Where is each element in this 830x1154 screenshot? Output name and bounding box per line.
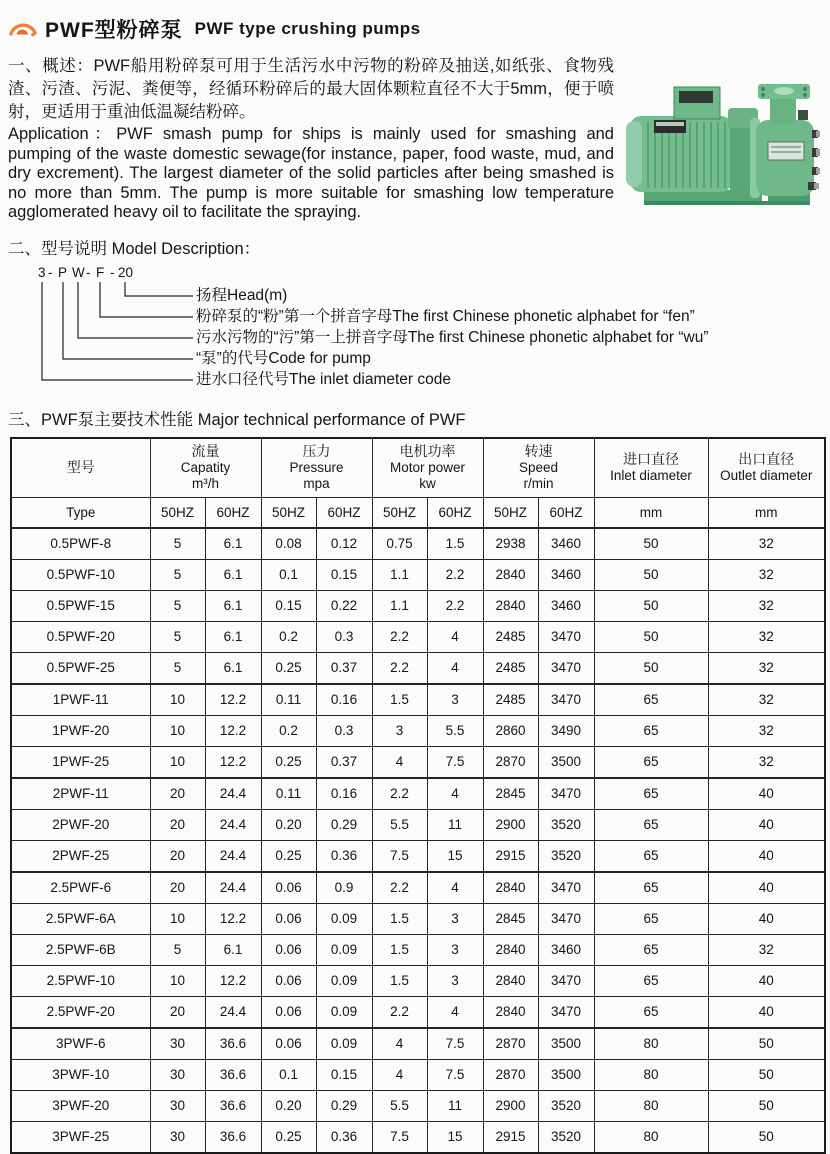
value-cell: 1.1 xyxy=(372,559,427,590)
table-row xyxy=(11,809,825,840)
value-cell: 2840 xyxy=(483,559,538,590)
model-code-letter-f: F xyxy=(96,264,105,280)
value-cell: 4 xyxy=(427,621,483,652)
value-cell: 5.5 xyxy=(372,809,427,840)
value-cell: 32 xyxy=(708,746,825,778)
table-row xyxy=(11,715,825,746)
value-cell: 11 xyxy=(427,1090,483,1121)
value-cell: 3520 xyxy=(538,1090,594,1121)
value-cell: 3520 xyxy=(538,1121,594,1153)
overview-section xyxy=(8,55,820,223)
value-cell: 65 xyxy=(594,965,708,996)
value-cell: 3 xyxy=(427,684,483,716)
table-row xyxy=(11,559,825,590)
value-cell: 0.29 xyxy=(316,1090,372,1121)
model-label-inlet-code: 进水口径代号The inlet diameter code xyxy=(196,370,451,388)
value-cell: 0.06 xyxy=(261,903,316,934)
value-cell: 5 xyxy=(150,590,205,621)
value-cell: 65 xyxy=(594,809,708,840)
title-english: PWF type crushing pumps xyxy=(194,19,421,38)
pump-model-cell: 2.5PWF-10 xyxy=(11,965,150,996)
value-cell: 2915 xyxy=(483,840,538,872)
value-cell: 4 xyxy=(427,872,483,904)
value-cell: 15 xyxy=(427,840,483,872)
value-cell: 30 xyxy=(150,1028,205,1060)
table-header-row-groups xyxy=(11,438,825,498)
value-cell: 50 xyxy=(594,559,708,590)
pump-model-cell: 0.5PWF-25 xyxy=(11,652,150,684)
pump-model-cell: 2.5PWF-6B xyxy=(11,934,150,965)
value-cell: 0.09 xyxy=(316,934,372,965)
value-cell: 30 xyxy=(150,1121,205,1153)
value-cell: 0.09 xyxy=(316,965,372,996)
value-cell: 50 xyxy=(708,1028,825,1060)
value-cell: 4 xyxy=(372,1028,427,1060)
value-cell: 0.25 xyxy=(261,840,316,872)
value-cell: 0.37 xyxy=(316,746,372,778)
table-row xyxy=(11,746,825,778)
col-power-50hz: 50HZ xyxy=(372,497,427,528)
value-cell: 10 xyxy=(150,903,205,934)
value-cell: 24.4 xyxy=(205,809,261,840)
value-cell: 24.4 xyxy=(205,840,261,872)
value-cell: 2.2 xyxy=(372,621,427,652)
diagram-connector-lines xyxy=(10,265,200,391)
value-cell: 3490 xyxy=(538,715,594,746)
title-chinese: PWF型粉碎泵 xyxy=(45,19,183,42)
model-code-letter-w: W xyxy=(72,264,85,280)
value-cell: 3520 xyxy=(538,809,594,840)
col-pressure: 压力 Pressure mpa xyxy=(261,438,372,498)
value-cell: 24.4 xyxy=(205,996,261,1028)
value-cell: 0.06 xyxy=(261,965,316,996)
value-cell: 7.5 xyxy=(427,1059,483,1090)
table-row xyxy=(11,934,825,965)
value-cell: 3 xyxy=(427,903,483,934)
value-cell: 12.2 xyxy=(205,684,261,716)
value-cell: 2845 xyxy=(483,778,538,810)
col-motor-power: 电机功率 Motor power kw xyxy=(372,438,483,498)
value-cell: 30 xyxy=(150,1090,205,1121)
value-cell: 20 xyxy=(150,778,205,810)
model-code-head-number: 20 xyxy=(118,264,134,280)
value-cell: 36.6 xyxy=(205,1121,261,1153)
value-cell: 0.15 xyxy=(261,590,316,621)
value-cell: 65 xyxy=(594,746,708,778)
value-cell: 50 xyxy=(594,652,708,684)
value-cell: 3 xyxy=(427,934,483,965)
value-cell: 65 xyxy=(594,903,708,934)
table-row xyxy=(11,621,825,652)
value-cell: 0.11 xyxy=(261,684,316,716)
value-cell: 20 xyxy=(150,809,205,840)
pump-model-cell: 2.5PWF-20 xyxy=(11,996,150,1028)
value-cell: 0.16 xyxy=(316,684,372,716)
value-cell: 2485 xyxy=(483,652,538,684)
value-cell: 0.11 xyxy=(261,778,316,810)
col-speed: 转速 Speed r/min xyxy=(483,438,594,498)
value-cell: 3470 xyxy=(538,996,594,1028)
value-cell: 40 xyxy=(708,965,825,996)
value-cell: 0.2 xyxy=(261,621,316,652)
value-cell: 20 xyxy=(150,996,205,1028)
value-cell: 50 xyxy=(594,528,708,560)
value-cell: 2.2 xyxy=(372,872,427,904)
table-row xyxy=(11,996,825,1028)
model-code-hyphen: - xyxy=(86,264,91,280)
value-cell: 4 xyxy=(427,652,483,684)
col-capacity-60hz: 60HZ xyxy=(205,497,261,528)
value-cell: 2938 xyxy=(483,528,538,560)
value-cell: 30 xyxy=(150,1059,205,1090)
table-row xyxy=(11,778,825,810)
value-cell: 36.6 xyxy=(205,1090,261,1121)
value-cell: 3500 xyxy=(538,1028,594,1060)
value-cell: 0.1 xyxy=(261,1059,316,1090)
table-row xyxy=(11,652,825,684)
value-cell: 2.2 xyxy=(427,559,483,590)
value-cell: 10 xyxy=(150,965,205,996)
value-cell: 7.5 xyxy=(372,1121,427,1153)
pump-model-cell: 3PWF-10 xyxy=(11,1059,150,1090)
table-row xyxy=(11,903,825,934)
value-cell: 32 xyxy=(708,528,825,560)
value-cell: 0.37 xyxy=(316,652,372,684)
value-cell: 32 xyxy=(708,715,825,746)
pump-photo xyxy=(624,78,820,208)
col-pressure-50hz: 50HZ xyxy=(261,497,316,528)
value-cell: 10 xyxy=(150,684,205,716)
overview-text-english: Application：PWF smash pump for ships is mainly used for smashing and pumping of the waste domestic sewage(for instance, paper, food waste, mud, and dry excrement). The largest diameter of the solid particles after being smashed is no more than 5mm. The pump is more suitable for smashing low temperature agglomerated heavy oil to facilitate the spraying. xyxy=(8,125,614,221)
table-row xyxy=(11,684,825,716)
pump-model-cell: 2PWF-25 xyxy=(11,840,150,872)
value-cell: 0.20 xyxy=(261,1090,316,1121)
value-cell: 5.5 xyxy=(372,1090,427,1121)
model-code-letter-p: P xyxy=(58,264,68,280)
value-cell: 2485 xyxy=(483,684,538,716)
value-cell: 0.15 xyxy=(316,559,372,590)
pump-model-cell: 1PWF-25 xyxy=(11,746,150,778)
value-cell: 1.5 xyxy=(372,934,427,965)
performance-heading: 三、PWF泵主要技术性能 Major technical performance of PWF xyxy=(8,410,466,429)
value-cell: 32 xyxy=(708,652,825,684)
value-cell: 3470 xyxy=(538,652,594,684)
value-cell: 0.22 xyxy=(316,590,372,621)
value-cell: 0.16 xyxy=(316,778,372,810)
value-cell: 2860 xyxy=(483,715,538,746)
value-cell: 2840 xyxy=(483,996,538,1028)
value-cell: 3460 xyxy=(538,559,594,590)
table-row xyxy=(11,1090,825,1121)
value-cell: 0.09 xyxy=(316,903,372,934)
value-cell: 24.4 xyxy=(205,778,261,810)
model-code-diagram xyxy=(10,265,820,393)
col-outlet-diameter: 出口直径 Outlet diameter xyxy=(708,438,825,498)
value-cell: 50 xyxy=(594,590,708,621)
value-cell: 2840 xyxy=(483,872,538,904)
value-cell: 32 xyxy=(708,559,825,590)
value-cell: 2900 xyxy=(483,1090,538,1121)
value-cell: 50 xyxy=(708,1121,825,1153)
value-cell: 40 xyxy=(708,840,825,872)
value-cell: 3460 xyxy=(538,590,594,621)
value-cell: 65 xyxy=(594,715,708,746)
col-type: Type xyxy=(11,497,150,528)
value-cell: 0.25 xyxy=(261,1121,316,1153)
value-cell: 5 xyxy=(150,621,205,652)
pump-model-cell: 2.5PWF-6A xyxy=(11,903,150,934)
value-cell: 7.5 xyxy=(372,840,427,872)
value-cell: 12.2 xyxy=(205,715,261,746)
value-cell: 2.2 xyxy=(372,652,427,684)
value-cell: 0.36 xyxy=(316,840,372,872)
value-cell: 65 xyxy=(594,934,708,965)
value-cell: 65 xyxy=(594,684,708,716)
value-cell: 5 xyxy=(150,559,205,590)
pump-model-cell: 3PWF-20 xyxy=(11,1090,150,1121)
value-cell: 3470 xyxy=(538,965,594,996)
value-cell: 6.1 xyxy=(205,934,261,965)
model-label-pump-code: “泵”的代号Code for pump xyxy=(196,349,371,367)
value-cell: 12.2 xyxy=(205,965,261,996)
pump-model-cell: 2PWF-11 xyxy=(11,778,150,810)
table-row xyxy=(11,1121,825,1153)
pump-model-cell: 3PWF-6 xyxy=(11,1028,150,1060)
value-cell: 0.75 xyxy=(372,528,427,560)
value-cell: 2.2 xyxy=(372,996,427,1028)
value-cell: 4 xyxy=(427,996,483,1028)
value-cell: 32 xyxy=(708,934,825,965)
value-cell: 0.9 xyxy=(316,872,372,904)
value-cell: 3470 xyxy=(538,621,594,652)
value-cell: 36.6 xyxy=(205,1059,261,1090)
value-cell: 0.1 xyxy=(261,559,316,590)
value-cell: 1.5 xyxy=(427,528,483,560)
model-code-hyphen: - xyxy=(110,264,115,280)
value-cell: 2840 xyxy=(483,965,538,996)
value-cell: 7.5 xyxy=(427,1028,483,1060)
value-cell: 3460 xyxy=(538,528,594,560)
value-cell: 65 xyxy=(594,996,708,1028)
value-cell: 3470 xyxy=(538,903,594,934)
pump-model-cell: 0.5PWF-10 xyxy=(11,559,150,590)
value-cell: 0.2 xyxy=(261,715,316,746)
value-cell: 2840 xyxy=(483,934,538,965)
pump-model-cell: 2.5PWF-6 xyxy=(11,872,150,904)
value-cell: 50 xyxy=(708,1059,825,1090)
value-cell: 36.6 xyxy=(205,1028,261,1060)
table-row xyxy=(11,872,825,904)
value-cell: 5 xyxy=(150,652,205,684)
value-cell: 80 xyxy=(594,1028,708,1060)
value-cell: 24.4 xyxy=(205,872,261,904)
value-cell: 0.09 xyxy=(316,1028,372,1060)
value-cell: 0.3 xyxy=(316,621,372,652)
pump-model-cell: 1PWF-20 xyxy=(11,715,150,746)
value-cell: 11 xyxy=(427,809,483,840)
value-cell: 2.2 xyxy=(427,590,483,621)
value-cell: 10 xyxy=(150,715,205,746)
pump-model-cell: 2PWF-20 xyxy=(11,809,150,840)
value-cell: 3460 xyxy=(538,934,594,965)
value-cell: 2870 xyxy=(483,746,538,778)
value-cell: 20 xyxy=(150,840,205,872)
value-cell: 80 xyxy=(594,1090,708,1121)
value-cell: 2485 xyxy=(483,621,538,652)
value-cell: 12.2 xyxy=(205,746,261,778)
value-cell: 0.36 xyxy=(316,1121,372,1153)
value-cell: 40 xyxy=(708,903,825,934)
col-capacity: 流量 Capatity m³/h xyxy=(150,438,261,498)
col-model: 型号 xyxy=(11,438,150,498)
value-cell: 15 xyxy=(427,1121,483,1153)
value-cell: 1.5 xyxy=(372,965,427,996)
value-cell: 40 xyxy=(708,872,825,904)
model-label-fen: 粉碎泵的“粉”第一个拼音字母The first Chinese phonetic alphabet for “fen” xyxy=(196,307,695,325)
col-power-60hz: 60HZ xyxy=(427,497,483,528)
value-cell: 0.06 xyxy=(261,872,316,904)
value-cell: 6.1 xyxy=(205,590,261,621)
value-cell: 0.25 xyxy=(261,652,316,684)
value-cell: 5.5 xyxy=(427,715,483,746)
col-capacity-50hz: 50HZ xyxy=(150,497,205,528)
value-cell: 3 xyxy=(372,715,427,746)
value-cell: 0.29 xyxy=(316,809,372,840)
value-cell: 40 xyxy=(708,809,825,840)
pump-model-cell: 0.5PWF-8 xyxy=(11,528,150,560)
value-cell: 7.5 xyxy=(427,746,483,778)
table-header-row-units xyxy=(11,497,825,528)
value-cell: 65 xyxy=(594,872,708,904)
value-cell: 2900 xyxy=(483,809,538,840)
overview-text-chinese: 一、概述：PWF船用粉碎泵可用于生活污水中污物的粉碎及抽送,如纸张、食物残渣、污渣、污泥、粪便等，经循环粉碎后的最大固体颗粒直径不大于5mm，便于喷射，更适用于重油低温凝结粉碎。 xyxy=(8,57,614,121)
value-cell: 0.06 xyxy=(261,1028,316,1060)
value-cell: 3470 xyxy=(538,684,594,716)
value-cell: 6.1 xyxy=(205,621,261,652)
value-cell: 20 xyxy=(150,872,205,904)
table-row xyxy=(11,965,825,996)
value-cell: 4 xyxy=(427,778,483,810)
table-row xyxy=(11,1059,825,1090)
value-cell: 0.3 xyxy=(316,715,372,746)
pump-model-cell: 0.5PWF-15 xyxy=(11,590,150,621)
table-row xyxy=(11,1028,825,1060)
value-cell: 12.2 xyxy=(205,903,261,934)
value-cell: 65 xyxy=(594,840,708,872)
value-cell: 6.1 xyxy=(205,528,261,560)
page-title xyxy=(8,14,820,44)
value-cell: 2870 xyxy=(483,1059,538,1090)
value-cell: 3520 xyxy=(538,840,594,872)
value-cell: 2915 xyxy=(483,1121,538,1153)
value-cell: 6.1 xyxy=(205,652,261,684)
performance-table-body xyxy=(11,528,825,1153)
pump-model-cell: 1PWF-11 xyxy=(11,684,150,716)
value-cell: 50 xyxy=(708,1090,825,1121)
model-label-wu: 污水污物的“污”第一上拼音字母The first Chinese phonetic alphabet for “wu” xyxy=(196,328,709,346)
performance-table xyxy=(10,437,826,1154)
value-cell: 0.25 xyxy=(261,746,316,778)
value-cell: 0.08 xyxy=(261,528,316,560)
table-row xyxy=(11,590,825,621)
value-cell: 65 xyxy=(594,778,708,810)
value-cell: 3470 xyxy=(538,778,594,810)
value-cell: 4 xyxy=(372,746,427,778)
brand-arc-icon xyxy=(8,18,38,40)
table-row xyxy=(11,840,825,872)
value-cell: 3500 xyxy=(538,1059,594,1090)
value-cell: 3470 xyxy=(538,872,594,904)
value-cell: 1.5 xyxy=(372,903,427,934)
value-cell: 0.09 xyxy=(316,996,372,1028)
value-cell: 2840 xyxy=(483,590,538,621)
col-inlet-mm: mm xyxy=(594,497,708,528)
model-code-inlet-digit: 3 xyxy=(38,264,46,280)
model-description-heading: 二、型号说明 Model Description： xyxy=(8,239,261,258)
col-speed-50hz: 50HZ xyxy=(483,497,538,528)
value-cell: 1.1 xyxy=(372,590,427,621)
value-cell: 10 xyxy=(150,746,205,778)
value-cell: 0.15 xyxy=(316,1059,372,1090)
value-cell: 32 xyxy=(708,590,825,621)
value-cell: 0.20 xyxy=(261,809,316,840)
pump-model-cell: 0.5PWF-20 xyxy=(11,621,150,652)
value-cell: 80 xyxy=(594,1121,708,1153)
model-code-hyphen: - xyxy=(48,264,53,280)
value-cell: 80 xyxy=(594,1059,708,1090)
value-cell: 50 xyxy=(594,621,708,652)
model-label-head: 扬程Head(m) xyxy=(196,286,288,304)
value-cell: 5 xyxy=(150,934,205,965)
value-cell: 0.12 xyxy=(316,528,372,560)
value-cell: 3 xyxy=(427,965,483,996)
value-cell: 2870 xyxy=(483,1028,538,1060)
value-cell: 32 xyxy=(708,684,825,716)
table-row xyxy=(11,528,825,560)
value-cell: 3500 xyxy=(538,746,594,778)
value-cell: 32 xyxy=(708,621,825,652)
value-cell: 4 xyxy=(372,1059,427,1090)
col-pressure-60hz: 60HZ xyxy=(316,497,372,528)
value-cell: 2845 xyxy=(483,903,538,934)
value-cell: 0.06 xyxy=(261,996,316,1028)
value-cell: 5 xyxy=(150,528,205,560)
value-cell: 0.06 xyxy=(261,934,316,965)
value-cell: 6.1 xyxy=(205,559,261,590)
col-outlet-mm: mm xyxy=(708,497,825,528)
value-cell: 1.5 xyxy=(372,684,427,716)
col-speed-60hz: 60HZ xyxy=(538,497,594,528)
col-inlet-diameter: 进口直径 Inlet diameter xyxy=(594,438,708,498)
value-cell: 2.2 xyxy=(372,778,427,810)
value-cell: 40 xyxy=(708,778,825,810)
value-cell: 40 xyxy=(708,996,825,1028)
pump-model-cell: 3PWF-25 xyxy=(11,1121,150,1153)
